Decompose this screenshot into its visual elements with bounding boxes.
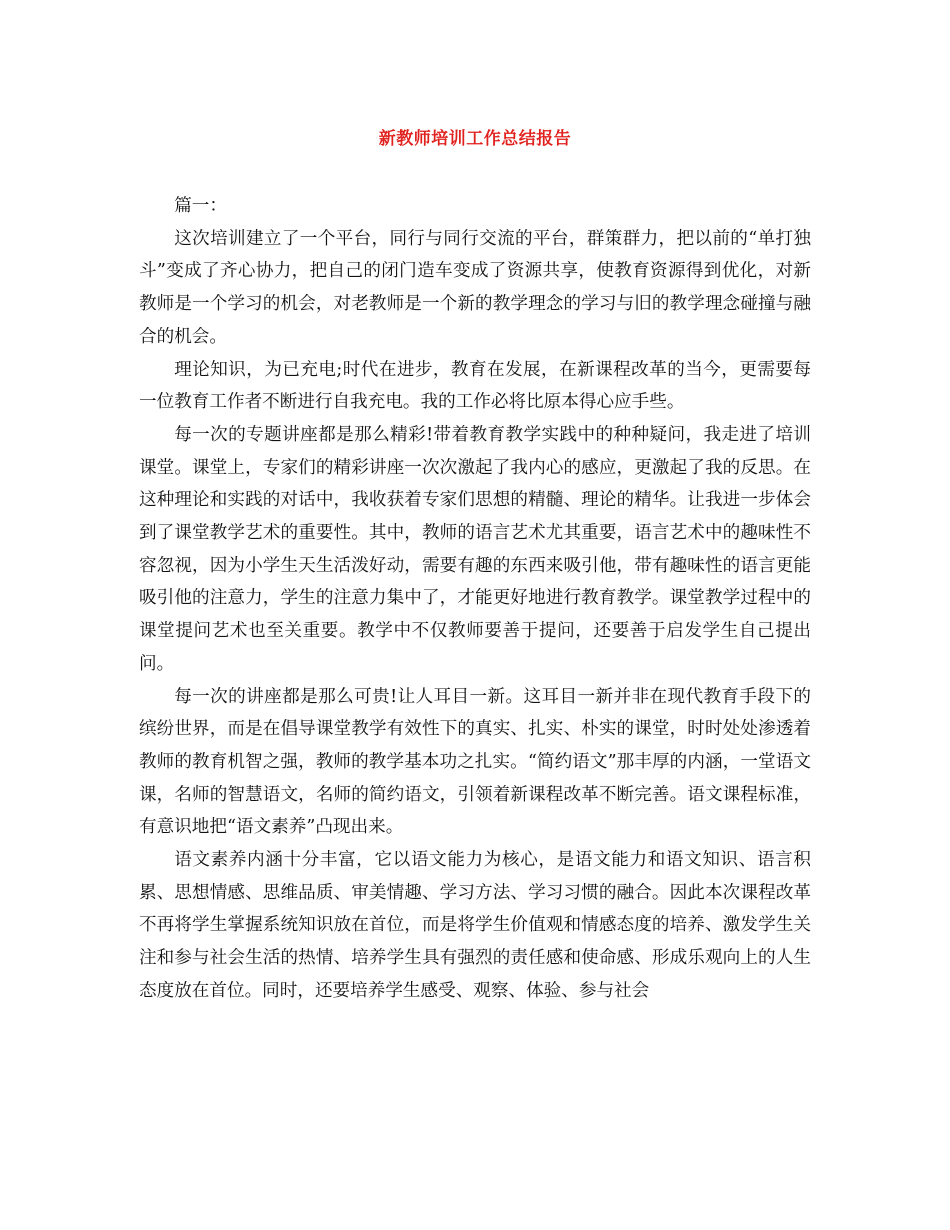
- paragraph: 语文素养内涵十分丰富，它以语文能力为核心，是语文能力和语文知识、语言积累、思想情感、思维品质、审美情趣、学习方法、学习习惯的融合。因此本次课程改革不再将学生掌握系统知识放在首位，而是将学生价值观和情感态度的培养、激发学生关注和参与社会生活的热情、培养学生具有强烈的责任感和使命感、形成乐观向上的人生态度放在首位。同时，还要培养学生感受、观察、体验、参与社会: [139, 850, 811, 1001]
- section-heading: 篇一：: [174, 196, 227, 216]
- paragraph: 理论知识，为已充电;时代在进步，教育在发展，在新课程改革的当今，更需要每一位教育工作者不断进行自我充电。我的工作必将比原本得心应手些。: [139, 359, 811, 413]
- paragraph: 每一次的讲座都是那么可贵!让人耳目一新。这耳目一新并非在现代教育手段下的缤纷世界，而是在倡导课堂教学有效性下的真实、扎实、朴实的课堂，时时处处渗透着教师的教育机智之强，教师的教学基本功之扎实。“简约语文”那丰厚的内涵，一堂语文课，名师的智慧语文，名师的简约语文，引领着新课程改革不断完善。语文课程标准，有意识地把“语文素养”凸现出来。: [139, 686, 811, 838]
- paragraph: 每一次的专题讲座都是那么精彩!带着教育教学实践中的种种疑问，我走进了培训课堂。课堂上，专家们的精彩讲座一次次激起了我内心的感应，更激起了我的反思。在这种理论和实践的对话中，我收获着专家们思想的精髓、理论的精华。让我进一步体会到了课堂教学艺术的重要性。其中，教师的语言艺术尤其重要，语言艺术中的趣味性不容忽视，因为小学生天生活泼好动，需要有趣的东西来吸引他，带有趣味性的语言更能吸引他的注意力，学生的注意力集中了，才能更好地进行教育教学。课堂教学过程中的课堂提问艺术也至关重要。教学中不仅教师要善于提问，还要善于启发学生自己提出问。: [139, 424, 811, 674]
- document-body: [139, 190, 811, 1008]
- paragraph: 这次培训建立了一个平台，同行与同行交流的平台，群策群力，把以前的“单打独斗”变成了齐心协力，把自己的闭门造车变成了资源共享，使教育资源得到优化，对新教师是一个学习的机会，对老教师是一个新的教学理念的学习与旧的教学理念碰撞与融合的机会。: [139, 228, 811, 347]
- document-title: 新教师培训工作总结报告: [378, 129, 572, 149]
